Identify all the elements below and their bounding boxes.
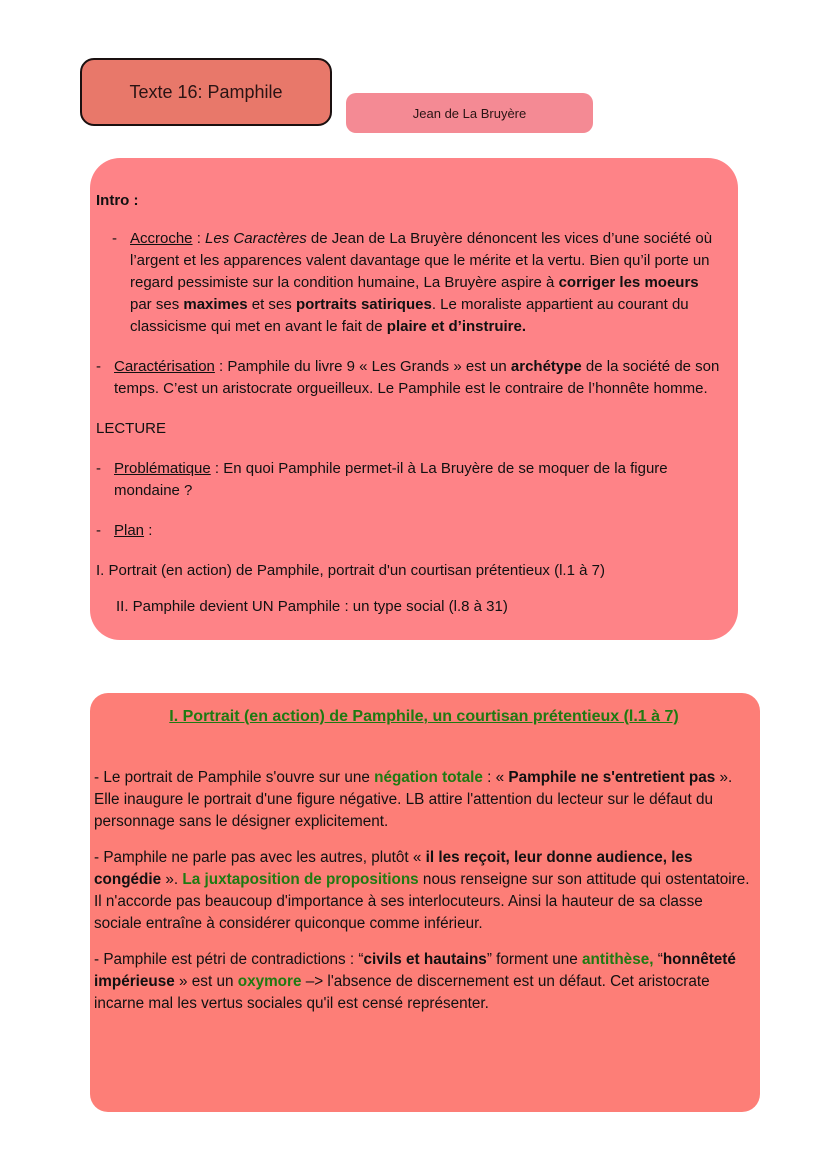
text-segment: ». Elle inaugure le portrait d'une figure négative. LB attire l'attention du lecteur sur le défaut du personnage sans le désigner explicitement. (94, 769, 733, 830)
emphasis-text: maximes (183, 296, 248, 313)
text-segment: : En quoi Pamphile permet-il à La Bruyère de se moquer de la figure mondaine ? (114, 460, 668, 499)
text-segment: : Pamphile du livre 9 « Les Grands » est un (214, 358, 511, 375)
section-label: Accroche (130, 230, 193, 247)
text-segment: : (192, 230, 206, 247)
section-label: Caractérisation (114, 358, 215, 375)
emphasis-text: il les reçoit, leur donne audience, les congédie (94, 849, 693, 888)
part1-paragraph (94, 767, 754, 833)
figure-of-speech: La juxtaposition de propositions (182, 871, 419, 888)
figure-of-speech: négation totale (374, 769, 483, 786)
plan-part-1 (94, 560, 720, 582)
author-name: Jean de La Bruyère (412, 105, 527, 121)
emphasis-text: plaire et d’instruire. (386, 318, 527, 335)
accroche-text (130, 228, 720, 338)
text-segment: II. Pamphile devient UN Pamphile : un type social (l.8 à 31) (116, 598, 508, 615)
text-segment: ” forment une (486, 951, 583, 968)
figure-of-speech: antithèse, (582, 951, 654, 968)
emphasis-text: archétype (510, 358, 582, 375)
text-segment: “ (653, 951, 663, 968)
plan-part-2 (94, 596, 720, 618)
text-segment: : « (482, 769, 509, 786)
intro-section (90, 158, 738, 640)
title-box (80, 58, 332, 126)
emphasis-text: honnêteté impérieuse (94, 951, 736, 990)
dash: - (96, 522, 101, 539)
figure-of-speech: oxymore (237, 973, 302, 990)
author-box (346, 93, 593, 133)
dash: - (112, 230, 117, 247)
part1-heading: I. Portrait (en action) de Pamphile, un courtisan prétentieux (l.1 à 7) (169, 708, 679, 725)
problematique-text (114, 458, 720, 502)
emphasis-text: Pamphile ne s'entretient pas (508, 769, 716, 786)
emphasis-text: portraits satiriques (295, 296, 432, 313)
text-segment: LECTURE (96, 420, 167, 437)
lecture-label (94, 418, 720, 440)
caracterisation-text (114, 356, 720, 400)
part1-section (90, 693, 760, 1112)
text-segment: » est un (174, 973, 238, 990)
document-title: Texte 16: Pamphile (129, 81, 283, 102)
text-segment: I. Portrait (en action) de Pamphile, portrait d'un courtisan prétentieux (l.1 à 7) (96, 562, 605, 579)
problematique-item (94, 458, 720, 502)
section-label: Problématique (114, 460, 211, 477)
text-segment: : (144, 522, 153, 539)
emphasis-text: corriger les moeurs (558, 274, 699, 291)
accroche-item (94, 228, 720, 338)
text-segment: de Jean de La Bruyère dénoncent les vices d’une société où l’argent et les apparences valent davantage que le mérite et la vertu. Bien qu’il porte un regard pessimiste sur la condition humaine, La Bruyère aspire à (130, 230, 713, 291)
section-label: Plan (114, 522, 145, 539)
plan-item (94, 520, 720, 542)
text-segment: . Le moraliste appartient au courant du classicisme qui met en avant le fait de (130, 296, 689, 335)
dash: - (96, 358, 101, 375)
plan-text (114, 520, 152, 542)
text-segment: Les Caractères (205, 230, 307, 247)
text-segment: - Pamphile est pétri de contradictions : “ (94, 951, 364, 968)
text-segment: –> l'absence de discernement est un défaut. Cet aristocrate incarne mal les vertus sociales qu'il est censé représenter. (94, 973, 710, 1012)
text-segment: nous renseigne sur son attitude qui ostentatoire. Il n'accorde pas beaucoup d'importance à ses interlocuteurs. Ainsi la hauteur de sa classe sociale entraîne à considérer quiconque comme inférieur. (94, 871, 750, 932)
text-segment: de la société de son temps. C’est un aristocrate orgueilleux. Le Pamphile est le contraire de l’honnête homme. (114, 358, 720, 397)
intro-heading: Intro : (96, 192, 139, 209)
text-segment: ». (161, 871, 183, 888)
text-segment: - Le portrait de Pamphile s'ouvre sur une (94, 769, 375, 786)
emphasis-text: civils et hautains (363, 951, 487, 968)
text-segment: par ses (130, 296, 184, 313)
text-segment: et ses (247, 296, 296, 313)
part1-paragraph (94, 847, 754, 935)
dash: - (96, 460, 101, 477)
part1-paragraph (94, 949, 754, 1015)
text-segment: - Pamphile ne parle pas avec les autres, plutôt « (94, 849, 426, 866)
caracterisation-item (94, 356, 720, 400)
